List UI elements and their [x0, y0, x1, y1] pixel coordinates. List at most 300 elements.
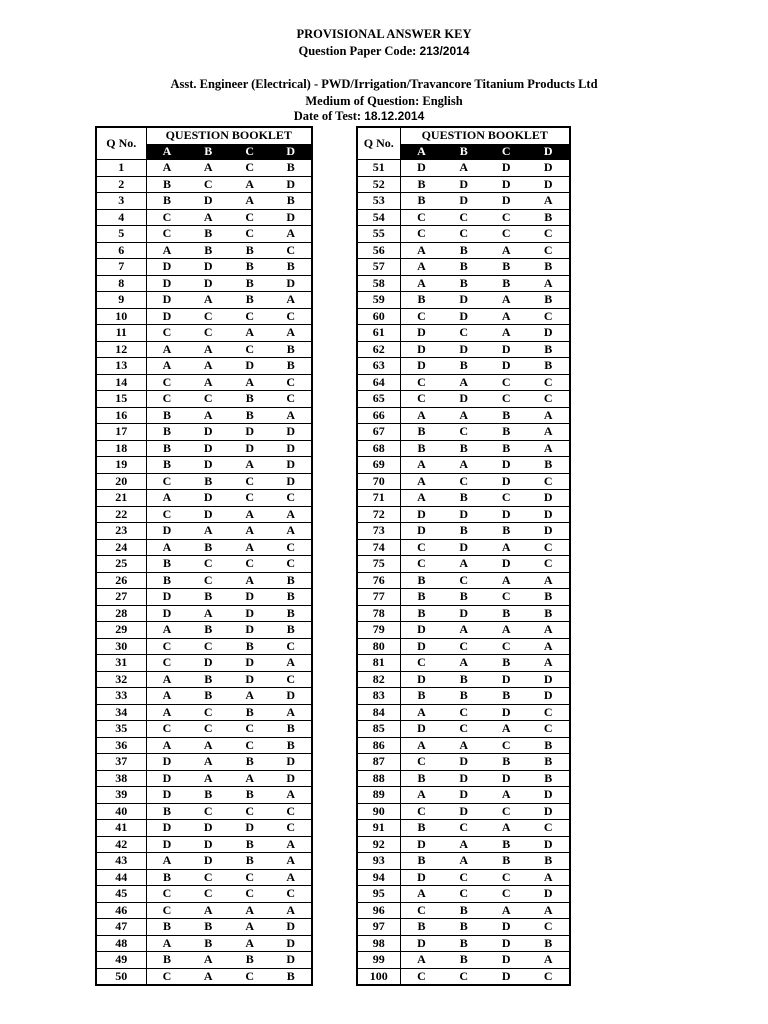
- table-row: [96, 886, 312, 903]
- answer-booklet-a: B: [417, 589, 426, 603]
- answer-booklet-b: D: [203, 440, 213, 455]
- answer-booklet-c: D: [501, 176, 511, 191]
- answer-booklet-c: C: [501, 209, 511, 224]
- answer-booklet-b: B: [204, 671, 213, 686]
- answer-booklet-b: D: [459, 292, 469, 306]
- table-row: [357, 803, 570, 820]
- answer-booklet-a: B: [417, 292, 426, 306]
- answer-booklet-d: C: [286, 490, 296, 504]
- answer-booklet-b: D: [203, 820, 213, 834]
- answer-booklet-d: C: [286, 308, 296, 323]
- answer-booklet-a: C: [417, 391, 426, 405]
- answer-booklet-c: B: [245, 638, 254, 653]
- table-row: [96, 440, 312, 457]
- table-row: [96, 374, 312, 391]
- answer-booklet-d: A: [543, 622, 553, 636]
- answer-booklet-d: D: [286, 457, 296, 471]
- answer-booklet-a: C: [417, 902, 426, 917]
- question-booklet-header: QUESTION BOOKLET: [421, 128, 548, 143]
- answer-booklet-b: B: [204, 622, 213, 636]
- answer-booklet-c: B: [502, 655, 511, 669]
- table-row: [357, 539, 570, 556]
- answer-booklet-c: A: [501, 820, 511, 834]
- question-number: 69: [357, 457, 400, 474]
- answer-booklet-d: C: [543, 226, 553, 240]
- answer-booklet-a: A: [162, 490, 172, 504]
- answer-booklet-d: B: [286, 193, 295, 207]
- answer-booklet-c: C: [245, 473, 255, 488]
- table-row: [96, 902, 312, 919]
- answer-booklet-b: A: [459, 457, 469, 471]
- question-number: 57: [357, 259, 400, 276]
- answer-booklet-c: A: [501, 721, 511, 735]
- answer-booklet-a: A: [417, 242, 426, 257]
- question-number: 27: [96, 589, 146, 606]
- answer-booklet-d: A: [543, 638, 553, 653]
- answer-booklet-a: A: [162, 737, 172, 752]
- answer-booklet-c: A: [245, 539, 255, 554]
- answer-booklet-a: D: [417, 869, 426, 884]
- answer-booklet-b: A: [459, 836, 469, 851]
- answer-booklet-c: B: [502, 688, 511, 702]
- answer-booklet-a: D: [162, 605, 172, 620]
- answer-booklet-a: B: [417, 919, 426, 933]
- answer-booklet-c: D: [245, 589, 255, 603]
- table-row: [96, 209, 312, 226]
- question-number: 50: [96, 968, 146, 985]
- table-row: [96, 638, 312, 655]
- answer-booklet-c: C: [245, 803, 255, 818]
- table-row: [357, 226, 570, 243]
- booklet-a-header: A: [146, 144, 188, 160]
- answer-booklet-a: B: [162, 869, 171, 884]
- question-number: 100: [357, 968, 400, 985]
- table-row: [357, 176, 570, 193]
- question-number: 9: [96, 292, 146, 309]
- answer-booklet-a: B: [162, 556, 171, 570]
- table-row: [357, 820, 570, 837]
- answer-booklet-a: D: [417, 671, 426, 686]
- answer-booklet-c: D: [501, 671, 511, 686]
- answer-booklet-c: D: [501, 160, 511, 174]
- question-number: 38: [96, 770, 146, 787]
- answer-booklet-d: D: [543, 836, 553, 851]
- question-number: 19: [96, 457, 146, 474]
- answer-booklet-c: D: [245, 820, 255, 834]
- answer-booklet-c: A: [245, 902, 255, 917]
- answer-booklet-b: A: [203, 341, 213, 356]
- answer-booklet-d: D: [543, 490, 553, 504]
- question-number: 30: [96, 638, 146, 655]
- answer-booklet-b: C: [203, 556, 213, 570]
- question-number: 52: [357, 176, 400, 193]
- answer-booklet-a: D: [417, 836, 426, 851]
- answer-booklet-d: D: [286, 473, 296, 488]
- answer-booklet-a: C: [417, 803, 426, 818]
- question-number: 33: [96, 688, 146, 705]
- answer-booklet-a: C: [162, 473, 172, 488]
- table-row: [357, 523, 570, 540]
- answer-booklet-a: B: [162, 457, 171, 471]
- answer-booklet-b: B: [459, 523, 468, 537]
- answer-booklet-b: D: [459, 539, 469, 554]
- answer-booklet-d: D: [543, 160, 553, 174]
- answer-booklet-d: C: [286, 671, 296, 686]
- answer-booklet-a: C: [417, 374, 426, 389]
- answer-booklet-d: A: [543, 424, 553, 438]
- question-number: 48: [96, 935, 146, 952]
- answer-booklet-a: C: [162, 506, 172, 521]
- answer-booklet-c: D: [501, 935, 511, 950]
- answer-booklet-b: B: [204, 589, 213, 603]
- answer-booklet-c: D: [501, 556, 511, 570]
- answer-booklet-a: C: [417, 968, 426, 983]
- answer-booklet-b: B: [204, 226, 213, 240]
- question-number: 59: [357, 292, 400, 309]
- answer-booklet-b: B: [459, 259, 468, 273]
- answer-booklet-a: D: [417, 523, 426, 537]
- answer-booklet-d: B: [544, 292, 553, 306]
- question-number: 82: [357, 671, 400, 688]
- answer-booklet-a: C: [162, 638, 172, 653]
- answer-booklet-d: B: [544, 457, 553, 471]
- question-number: 4: [96, 209, 146, 226]
- booklet-b-header: B: [188, 144, 230, 160]
- answer-booklet-a: A: [417, 704, 426, 719]
- document-title: PROVISIONAL ANSWER KEY: [296, 27, 472, 41]
- answer-booklet-d: C: [543, 308, 553, 323]
- question-number: 13: [96, 358, 146, 375]
- answer-booklet-b: C: [203, 869, 213, 884]
- answer-booklet-c: D: [245, 622, 255, 636]
- answer-booklet-b: A: [459, 407, 469, 422]
- question-number: 95: [357, 886, 400, 903]
- answer-booklet-b: B: [204, 935, 213, 950]
- answer-booklet-c: A: [501, 622, 511, 636]
- question-number: 11: [96, 325, 146, 342]
- answer-booklet-a: B: [162, 440, 171, 455]
- table-row: [357, 754, 570, 771]
- answer-booklet-b: C: [203, 572, 213, 587]
- table-row: [96, 787, 312, 804]
- answer-booklet-b: D: [459, 506, 469, 521]
- table-row: [96, 836, 312, 853]
- question-number: 17: [96, 424, 146, 441]
- answer-booklet-c: D: [501, 770, 511, 785]
- answer-booklet-c: D: [501, 457, 511, 471]
- answer-booklet-b: A: [203, 407, 213, 422]
- answer-booklet-a: C: [162, 374, 172, 389]
- qno-header: Q No.: [357, 127, 400, 160]
- answer-booklet-c: C: [245, 160, 255, 174]
- answer-booklet-d: A: [286, 836, 296, 851]
- answer-booklet-d: B: [544, 589, 553, 603]
- answer-booklet-a: A: [162, 704, 172, 719]
- table-row: [357, 622, 570, 639]
- answer-booklet-a: D: [162, 787, 172, 801]
- answer-booklet-a: D: [162, 754, 172, 768]
- answer-booklet-a: A: [162, 341, 172, 356]
- answer-booklet-b: D: [459, 803, 469, 818]
- answer-booklet-b: B: [459, 688, 468, 702]
- answer-booklet-b: A: [203, 754, 213, 768]
- answer-booklet-a: C: [162, 391, 172, 405]
- answer-booklet-a: A: [162, 671, 172, 686]
- answer-booklet-d: A: [543, 655, 553, 669]
- answer-booklet-c: C: [245, 968, 255, 983]
- answer-booklet-b: A: [203, 374, 213, 389]
- booklet-a-header: A: [400, 144, 443, 160]
- answer-booklet-c: A: [501, 902, 511, 917]
- answer-booklet-a: D: [417, 358, 426, 372]
- question-number: 43: [96, 853, 146, 870]
- answer-booklet-b: A: [459, 737, 469, 752]
- answer-booklet-c: B: [245, 836, 254, 851]
- question-number: 49: [96, 952, 146, 969]
- question-number: 78: [357, 605, 400, 622]
- answer-booklet-d: D: [543, 803, 553, 818]
- question-number: 22: [96, 506, 146, 523]
- answer-booklet-d: A: [543, 952, 553, 966]
- question-number: 83: [357, 688, 400, 705]
- question-number: 35: [96, 721, 146, 738]
- table-row: [96, 539, 312, 556]
- answer-booklet-a: D: [417, 341, 426, 356]
- answer-booklet-c: A: [245, 506, 255, 521]
- answer-booklet-a: C: [417, 754, 426, 768]
- answer-booklet-a: A: [162, 242, 172, 257]
- answer-booklet-c: B: [245, 754, 254, 768]
- answer-booklet-b: D: [459, 308, 469, 323]
- table-row: [357, 671, 570, 688]
- answer-booklet-b: B: [459, 902, 468, 917]
- answer-booklet-c: C: [245, 308, 255, 323]
- answer-booklet-c: A: [501, 308, 511, 323]
- answer-booklet-b: C: [459, 704, 469, 719]
- answer-booklet-b: A: [203, 902, 213, 917]
- question-number: 3: [96, 193, 146, 210]
- answer-booklet-b: D: [203, 490, 213, 504]
- answer-booklet-c: A: [501, 325, 511, 339]
- answer-booklet-c: B: [245, 704, 254, 719]
- answer-booklet-a: B: [162, 919, 171, 933]
- answer-booklet-c: C: [245, 341, 255, 356]
- answer-booklet-a: A: [162, 539, 172, 554]
- question-number: 65: [357, 391, 400, 408]
- answer-booklet-d: D: [543, 787, 553, 801]
- answer-booklet-b: A: [203, 209, 213, 224]
- answer-booklet-b: B: [459, 358, 468, 372]
- question-number: 26: [96, 572, 146, 589]
- table-row: [96, 490, 312, 507]
- answer-booklet-b: C: [459, 325, 469, 339]
- answer-booklet-a: A: [162, 853, 172, 867]
- answer-booklet-b: B: [459, 275, 468, 290]
- question-number: 93: [357, 853, 400, 870]
- answer-booklet-a: C: [417, 209, 426, 224]
- answer-booklet-b: D: [203, 259, 213, 273]
- answer-booklet-d: D: [543, 688, 553, 702]
- answer-booklet-b: B: [459, 919, 468, 933]
- answer-booklet-d: D: [286, 688, 296, 702]
- question-number: 6: [96, 242, 146, 259]
- answer-booklet-c: B: [245, 391, 254, 405]
- question-number: 32: [96, 671, 146, 688]
- answer-booklet-a: B: [417, 605, 426, 620]
- question-number: 21: [96, 490, 146, 507]
- answer-booklet-b: D: [203, 655, 213, 669]
- question-number: 80: [357, 638, 400, 655]
- table-row: [357, 589, 570, 606]
- answer-booklet-c: B: [245, 407, 254, 422]
- answer-booklet-d: A: [286, 787, 296, 801]
- answer-booklet-c: A: [245, 457, 255, 471]
- table-row: [96, 457, 312, 474]
- answer-booklet-c: C: [245, 721, 255, 735]
- answer-booklet-c: C: [501, 803, 511, 818]
- answer-booklet-b: A: [459, 853, 469, 867]
- answer-booklet-a: B: [417, 770, 426, 785]
- question-number: 7: [96, 259, 146, 276]
- date-of-test-line: [0, 109, 743, 124]
- answer-booklet-c: A: [245, 523, 255, 537]
- answer-booklet-a: D: [417, 721, 426, 735]
- answer-booklet-b: B: [204, 919, 213, 933]
- answer-booklet-d: D: [543, 671, 553, 686]
- question-number: 36: [96, 737, 146, 754]
- table-row: [96, 605, 312, 622]
- answer-booklet-d: C: [543, 473, 553, 488]
- answer-booklet-b: D: [459, 391, 469, 405]
- answer-booklet-d: B: [544, 935, 553, 950]
- question-number: 63: [357, 358, 400, 375]
- answer-booklet-a: D: [162, 292, 172, 306]
- table-row: [357, 572, 570, 589]
- answer-booklet-a: C: [162, 721, 172, 735]
- answer-booklet-c: A: [501, 539, 511, 554]
- question-number: 1: [96, 160, 146, 177]
- table-row: [96, 655, 312, 672]
- table-row: [96, 869, 312, 886]
- answer-booklet-c: C: [501, 737, 511, 752]
- answer-booklet-b: C: [459, 473, 469, 488]
- answer-booklet-d: B: [286, 160, 295, 174]
- table-row: [357, 341, 570, 358]
- answer-booklet-b: C: [203, 704, 213, 719]
- question-number: 89: [357, 787, 400, 804]
- answer-booklet-c: C: [245, 226, 255, 240]
- question-number: 51: [357, 160, 400, 177]
- answer-booklet-a: B: [417, 176, 426, 191]
- table-row: [96, 325, 312, 342]
- answer-booklet-a: A: [417, 952, 426, 966]
- table-row: [357, 902, 570, 919]
- answer-booklet-d: A: [543, 193, 553, 207]
- answer-booklet-b: C: [459, 869, 469, 884]
- question-number: 75: [357, 556, 400, 573]
- table-row: [357, 325, 570, 342]
- question-number: 46: [96, 902, 146, 919]
- answer-booklet-c: A: [245, 919, 255, 933]
- answer-booklet-d: A: [543, 440, 553, 455]
- question-number: 37: [96, 754, 146, 771]
- answer-booklet-c: D: [501, 358, 511, 372]
- question-paper-code-value: 213/2014: [419, 44, 470, 58]
- question-number: 72: [357, 506, 400, 523]
- answer-booklet-b: D: [203, 853, 213, 867]
- answer-booklet-c: C: [501, 886, 511, 900]
- answer-booklet-d: C: [543, 721, 553, 735]
- table-row: [357, 506, 570, 523]
- answer-booklet-b: D: [203, 836, 213, 851]
- answer-booklet-a: A: [417, 275, 426, 290]
- answer-booklet-d: C: [286, 556, 296, 570]
- answer-booklet-d: D: [543, 886, 553, 900]
- question-number: 64: [357, 374, 400, 391]
- answer-booklet-c: B: [502, 424, 511, 438]
- answer-booklet-d: B: [544, 209, 553, 224]
- table-row: [357, 259, 570, 276]
- answer-booklet-b: C: [203, 638, 213, 653]
- answer-booklet-a: D: [417, 506, 426, 521]
- answer-booklet-b: D: [459, 341, 469, 356]
- answer-booklet-a: C: [162, 902, 172, 917]
- answer-booklet-d: B: [544, 358, 553, 372]
- answer-booklet-a: C: [417, 539, 426, 554]
- answer-booklet-d: B: [544, 770, 553, 785]
- table-row: [96, 968, 312, 985]
- question-number: 62: [357, 341, 400, 358]
- question-number: 66: [357, 407, 400, 424]
- answer-booklet-c: B: [502, 754, 511, 768]
- answer-booklet-d: D: [286, 952, 296, 966]
- answer-booklet-b: B: [204, 787, 213, 801]
- answer-booklet-c: A: [245, 770, 255, 785]
- answer-booklet-a: B: [162, 952, 171, 966]
- table-row: [96, 358, 312, 375]
- answer-booklet-a: C: [417, 226, 426, 240]
- answer-booklet-b: B: [459, 440, 468, 455]
- answer-booklet-c: C: [245, 737, 255, 752]
- answer-booklet-d: B: [544, 605, 553, 620]
- answer-booklet-c: C: [501, 391, 511, 405]
- table-row: [357, 407, 570, 424]
- date-of-test-value: 18.12.2014: [364, 109, 425, 123]
- answer-booklet-d: A: [543, 869, 553, 884]
- table-row: [357, 869, 570, 886]
- answer-booklet-a: C: [162, 886, 172, 900]
- table-row: [96, 341, 312, 358]
- answer-booklet-b: A: [203, 952, 213, 966]
- table-row: [96, 820, 312, 837]
- answer-booklet-d: C: [286, 638, 296, 653]
- question-number: 73: [357, 523, 400, 540]
- booklet-c-header: C: [229, 144, 271, 160]
- table-row: [96, 523, 312, 540]
- answer-booklet-a: D: [417, 638, 426, 653]
- answer-booklet-c: B: [502, 259, 511, 273]
- answer-booklet-d: C: [286, 886, 296, 900]
- question-number: 94: [357, 869, 400, 886]
- answer-booklet-b: A: [203, 737, 213, 752]
- table-row: [96, 853, 312, 870]
- answer-booklet-a: A: [417, 473, 426, 488]
- answer-booklet-d: A: [286, 407, 296, 422]
- question-number: 16: [96, 407, 146, 424]
- answer-booklet-d: A: [286, 655, 296, 669]
- answer-booklet-d: B: [286, 358, 295, 372]
- answer-booklet-d: A: [286, 853, 296, 867]
